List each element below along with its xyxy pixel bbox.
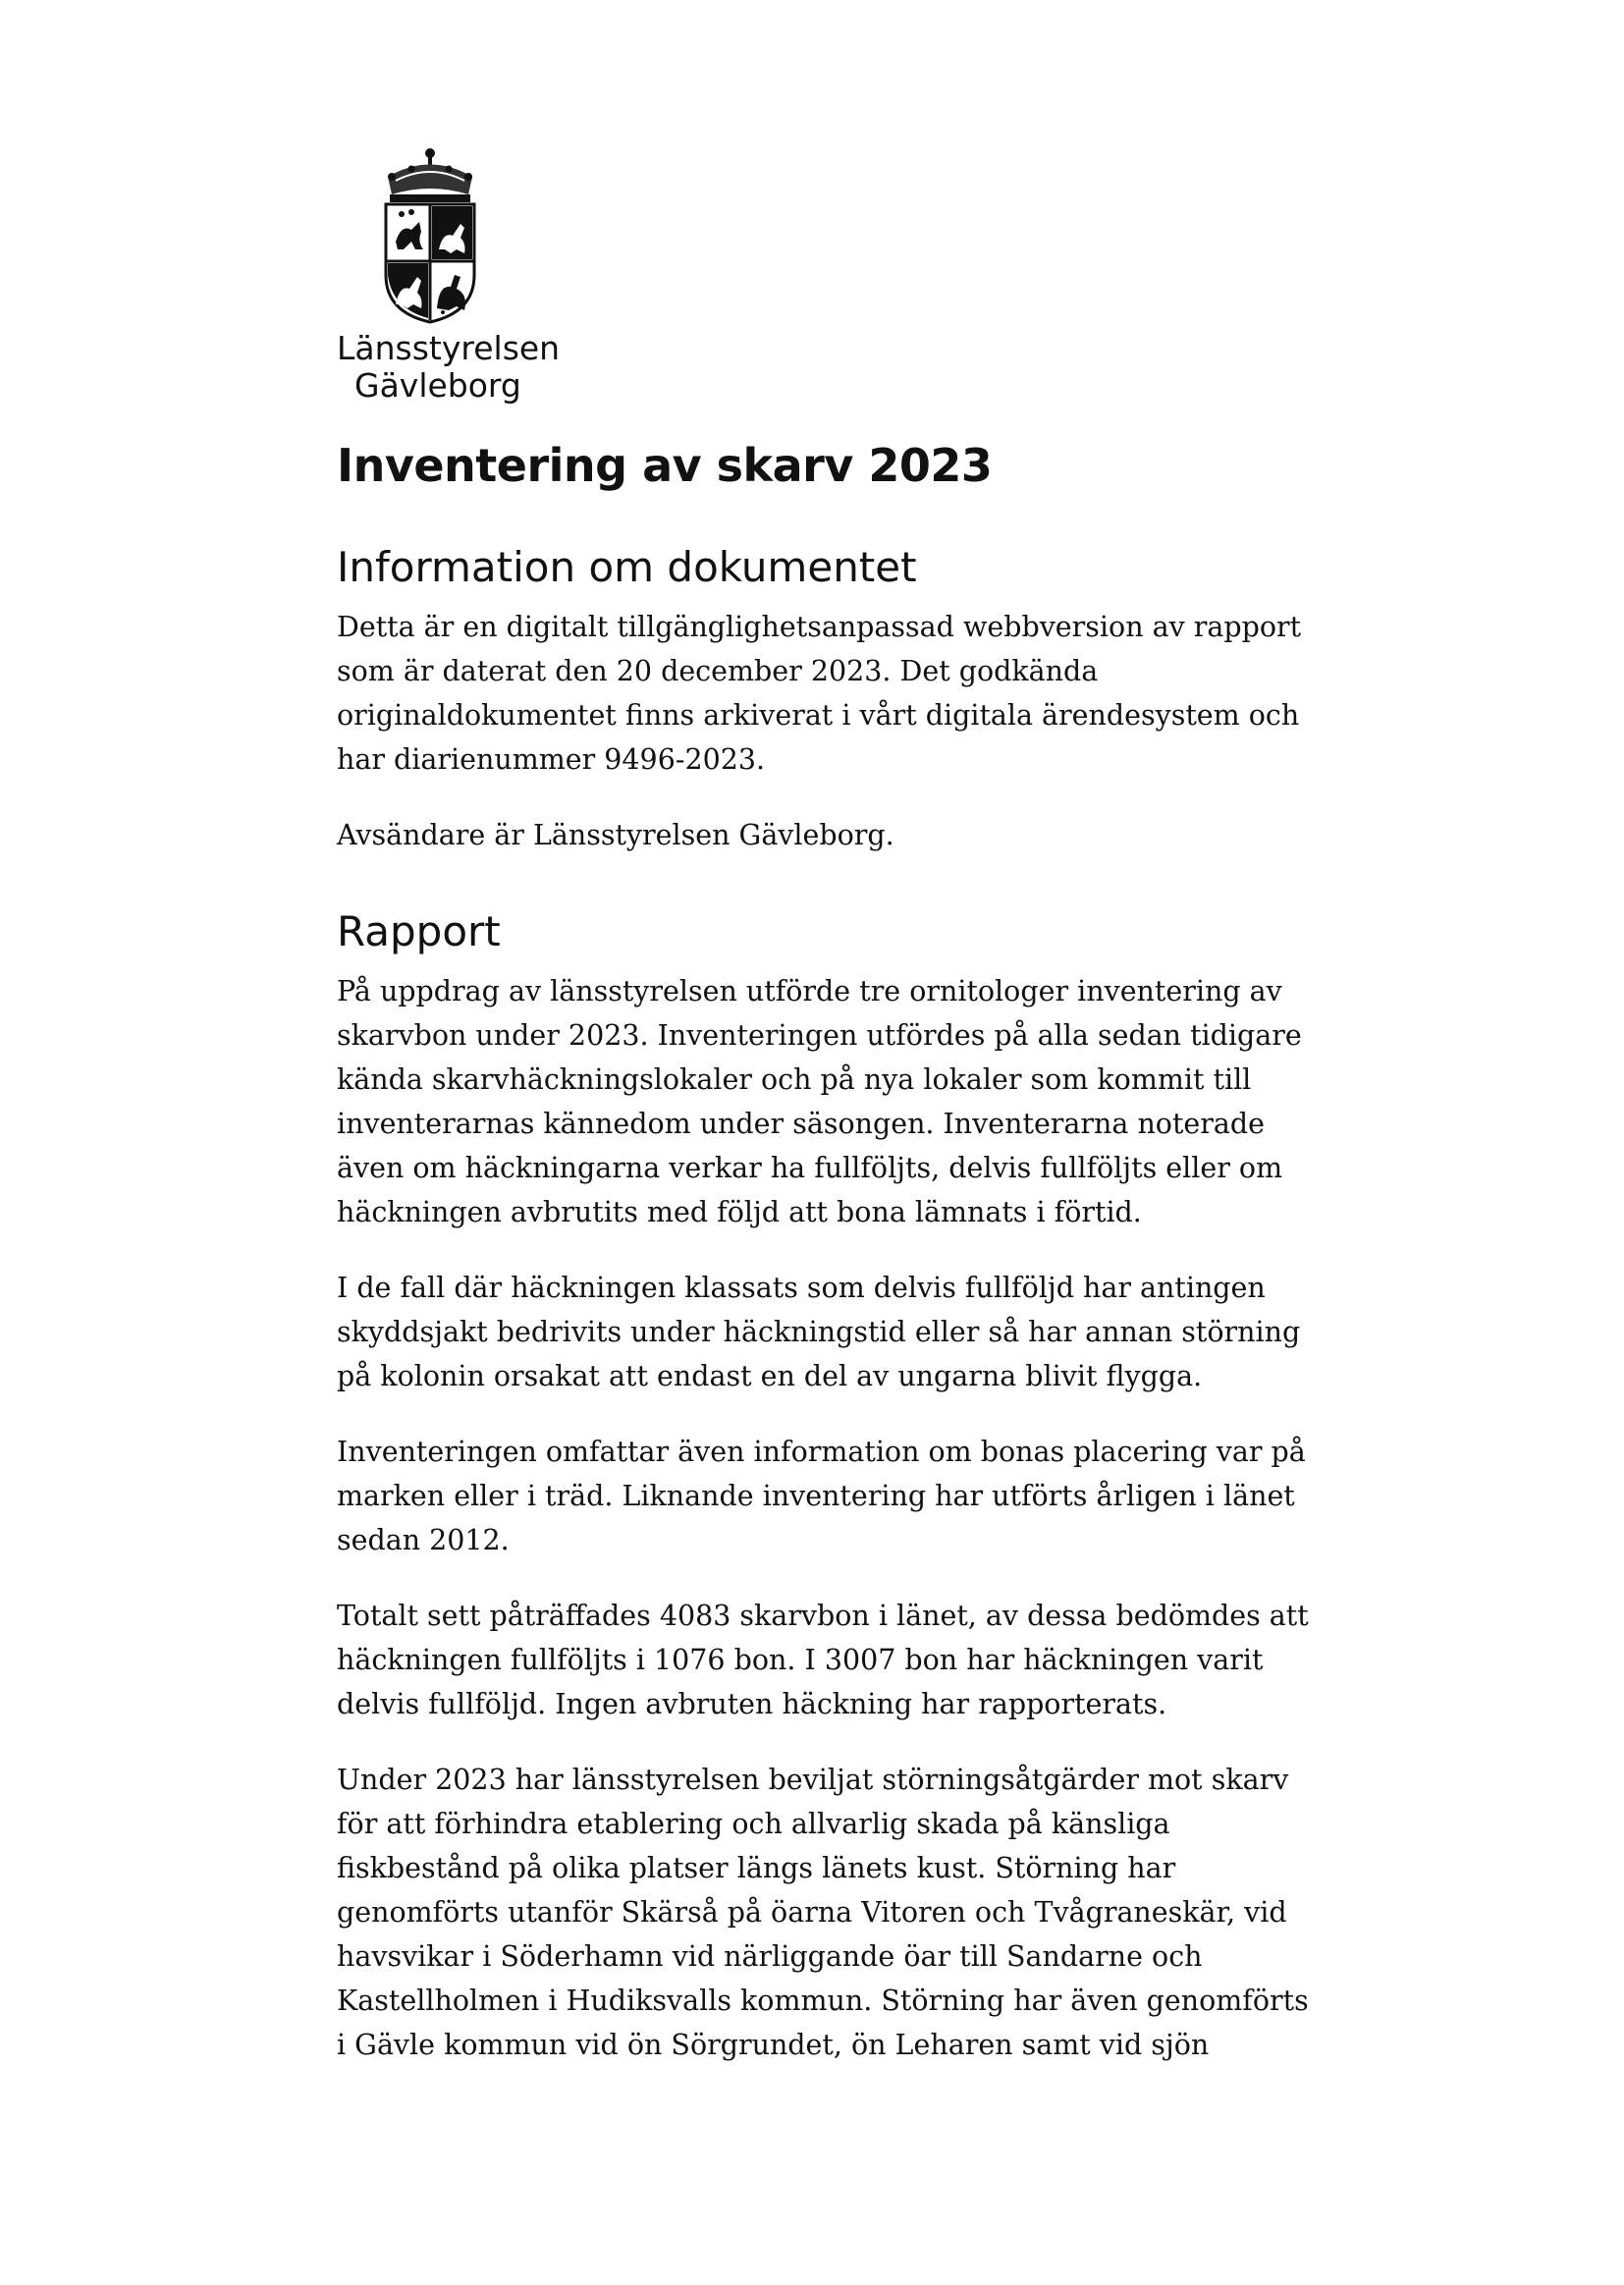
paragraph: Totalt sett påträffades 4083 skarvbon i länet, av dessa bedömdes att häckningen fullföljts i 1076 bon. I 3007 bon har häckningen varit delvis fullföljd. Ingen avbruten häckning har rapporterats. — [337, 1600, 1309, 1720]
paragraph: Inventeringen omfattar även information om bonas placering var på marken eller i träd. Liknande inventering har utförts årligen i länet sedan 2012. — [337, 1436, 1306, 1556]
paragraph: Detta är en digitalt tillgänglighetsanpassad webbversion av rapport som är daterat den 20 december 2023. Det godkända originaldokumentet finns arkiverat i vårt digitala ärendesystem och har diarienummer 9496-2023. — [337, 611, 1302, 776]
document-page — [337, 147, 1319, 2098]
paragraph: Avsändare är Länsstyrelsen Gävleborg. — [337, 819, 894, 851]
coat-of-arms-icon — [378, 147, 482, 324]
paragraph: På uppdrag av länsstyrelsen utförde tre ornitologer inventering av skarvbon under 2023. Inventeringen utfördes på alla sedan tidigare kända skarvhäckningslokaler och på nya lokaler som kommit till inventerarnas kännedom under säsongen. Inventerarna noterade även om häckningarna verkar ha fullföljts, delvis fullföljts eller om häckningen avbrutits med följd att bona lämnats i förtid. — [337, 975, 1302, 1228]
section-heading-information: Information om dokumentet — [337, 543, 917, 591]
section-heading-rapport: Rapport — [337, 907, 501, 955]
logo — [337, 147, 561, 405]
logo-text — [337, 329, 561, 405]
paragraph: Under 2023 har länsstyrelsen beviljat störningsåtgärder mot skarv för att förhindra etablering och allvarlig skada på känsliga fiskbestånd på olika platser längs länets kust. Störning har genomförts utanför Skärså på öarna Vitoren och Tvågraneskär, vid havsvikar i Söderhamn vid närliggande öar till Sandarne och Kastellholmen i Hudiksvalls kommun. Störning har även genomförts i Gävle kommun vid ön Sörgrundet, ön Leharen samt vid sjön — [337, 1764, 1309, 2061]
logo-name-line2: Gävleborg — [354, 366, 521, 405]
logo-name-line1: Länsstyrelsen — [337, 329, 561, 367]
page-title: Inventering av skarv 2023 — [337, 439, 993, 492]
paragraph: I de fall där häckningen klassats som delvis fullföljd har antingen skyddsjakt bedrivits under häckningstid eller så har annan störning på kolonin orsakat att endast en del av ungarna blivit flygga. — [337, 1272, 1301, 1392]
